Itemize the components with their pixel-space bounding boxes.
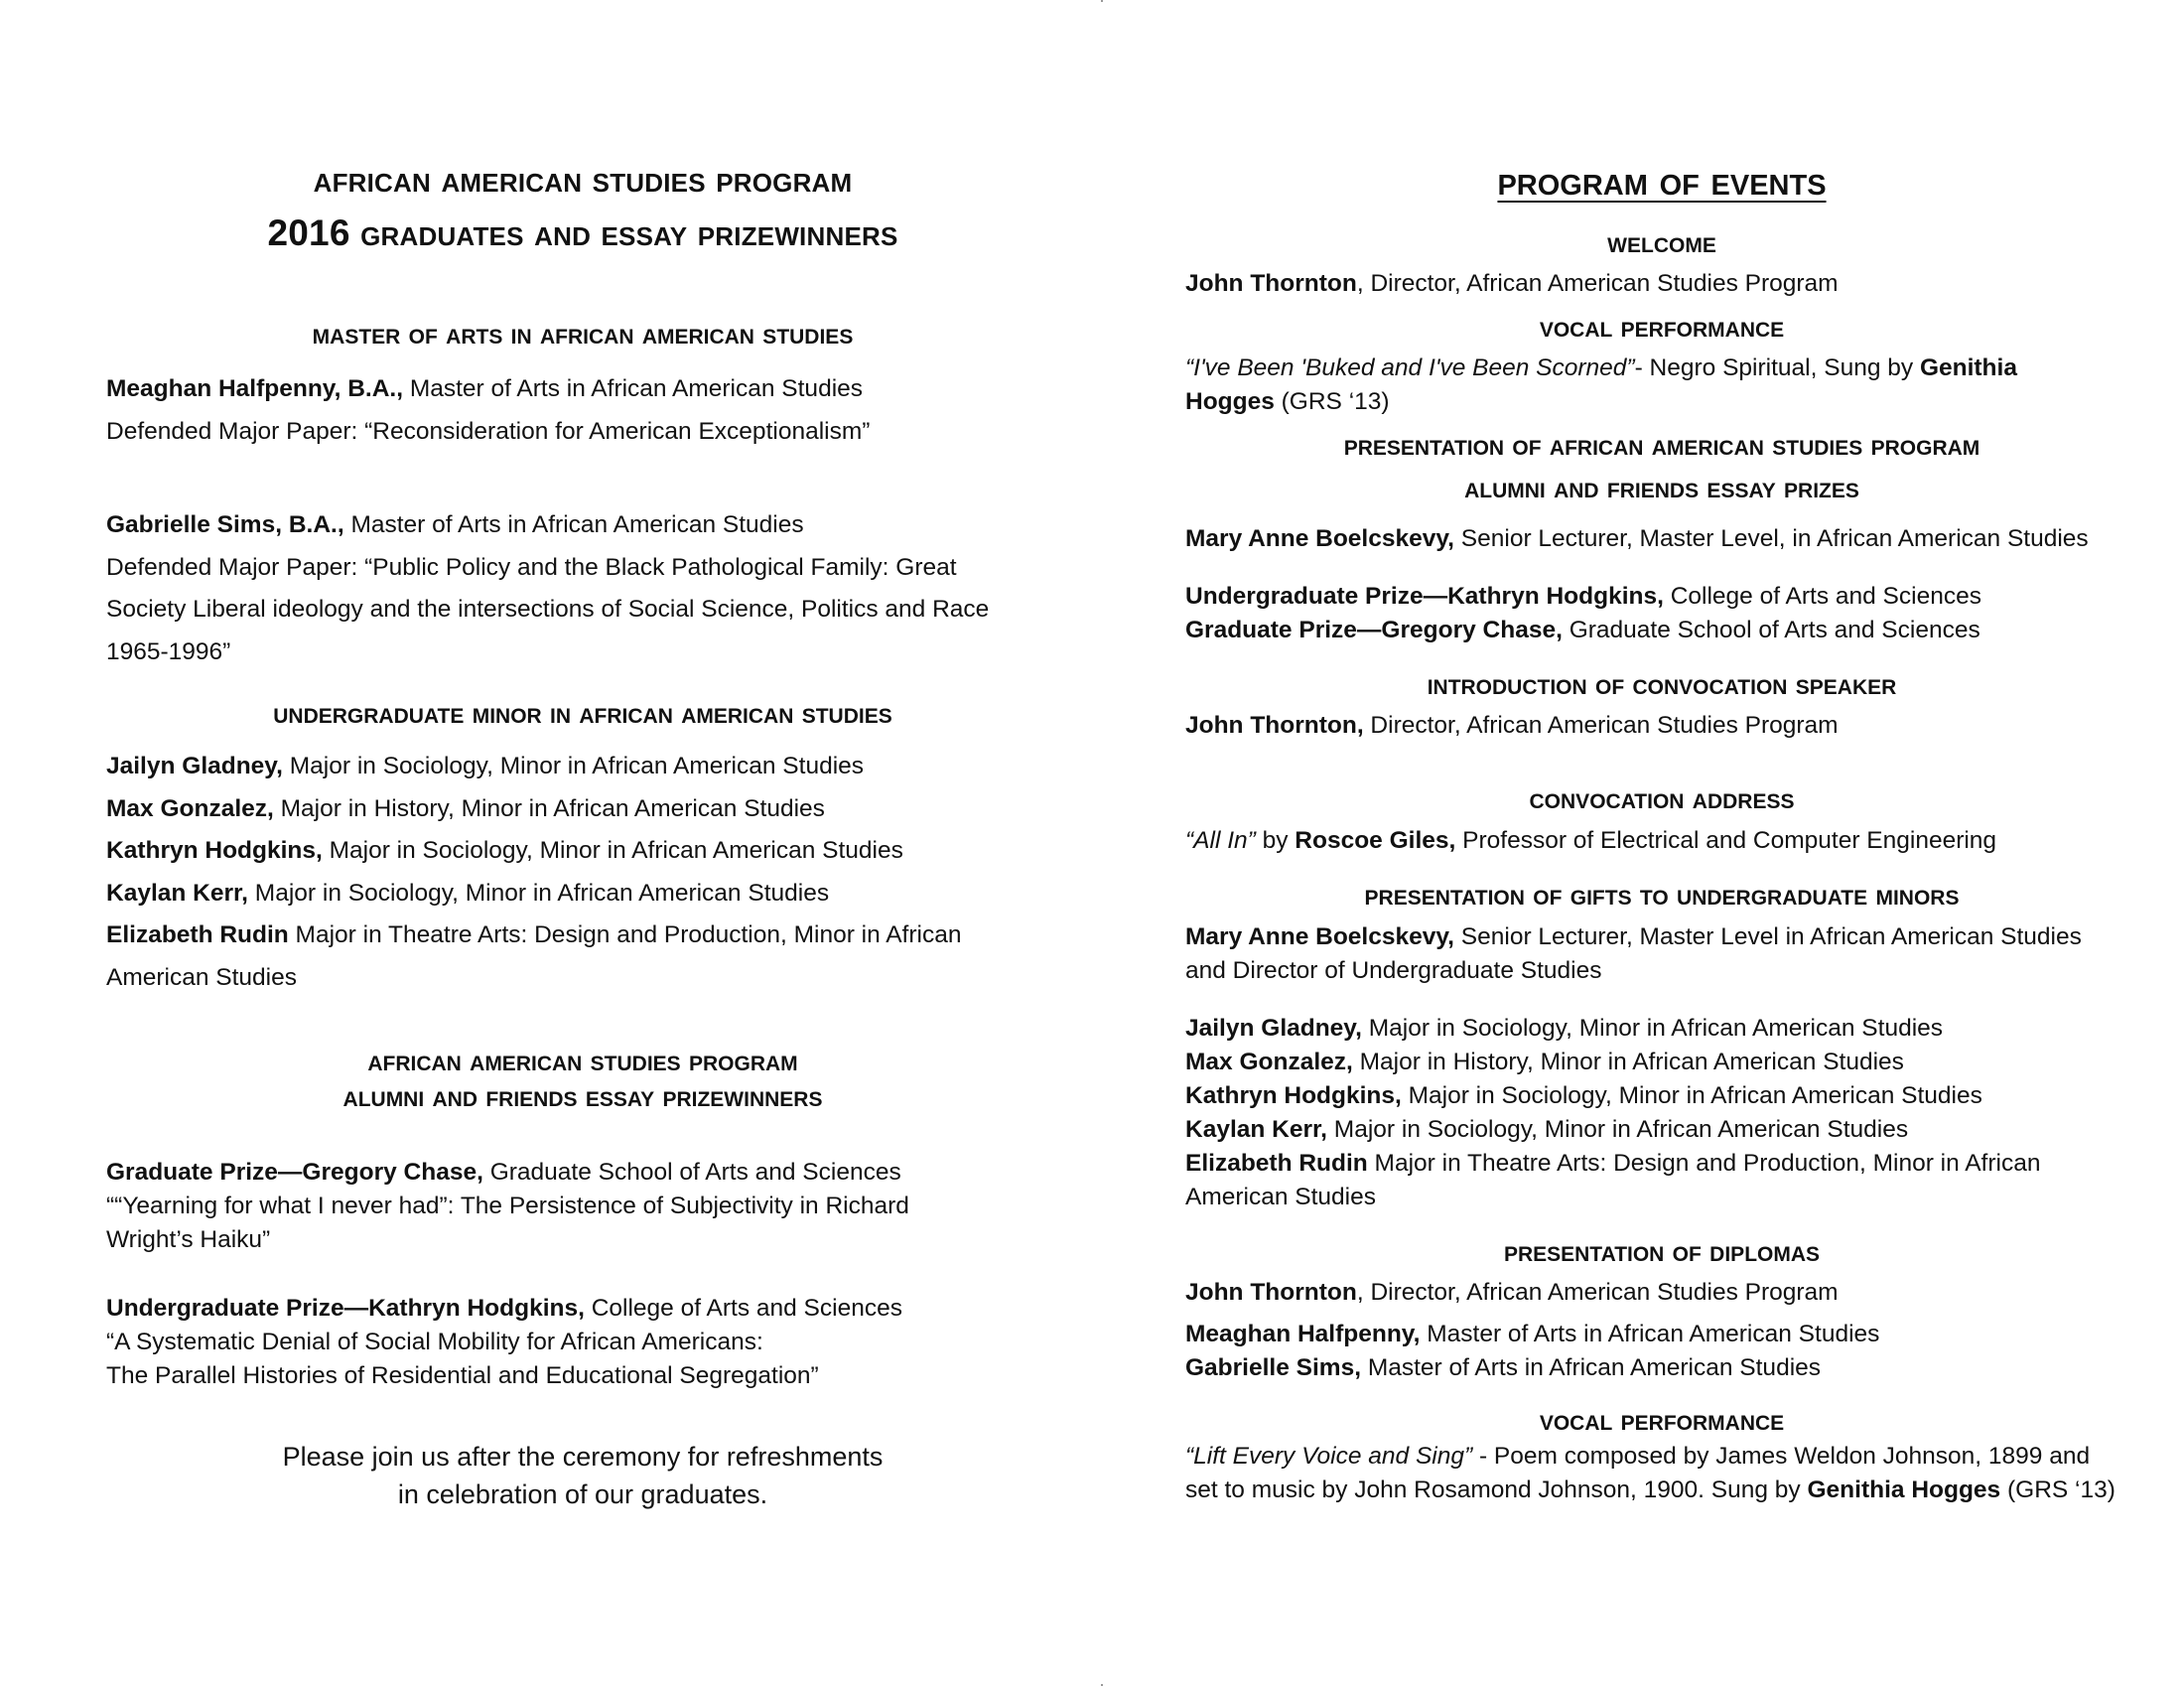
minor-desc: Major in History, Minor in African American Studies [273,795,825,822]
right-grad-prize [1185,614,1980,647]
grad1-name: Meaghan Halfpenny, [1185,1321,1421,1347]
minor-desc: Major in Sociology, Minor in African American Studies [282,753,865,779]
ma1-name: Meaghan Halfpenny, B.A., [106,375,404,402]
ma2-paper-line2: Society Liberal ideology and the intersections of Social Science, Politics and Race [106,596,990,623]
presenter1-entry [1185,522,2089,556]
grad2-degree: Master of Arts in African American Studies [1361,1354,1822,1381]
right-minor-row [1185,1147,2040,1181]
diplomas-role: , Director, African American Studies Program [1356,1279,1839,1306]
left-grad-prize [106,1156,901,1190]
presentation-heading-line2: alumni and friends essay prizes [1464,472,1859,504]
minor-desc: Major in Sociology, Minor in African American Studies [1327,1116,1909,1143]
presenter2-name: Mary Anne Boelcskevy, [1185,923,1454,950]
grad1-degree: Master of Arts in African American Studies [1420,1321,1880,1347]
address-heading: convocation address [1529,782,1795,815]
vocal1-song: “I've Been 'Buked and I've Been Scorned” [1185,354,1635,381]
right-minor-row [1185,1113,1908,1147]
intro-name: John Thornton, [1185,712,1364,739]
grad1-entry [1185,1318,1879,1351]
intro-heading: introduction of convocation speaker [1427,668,1897,701]
vocal1-heading: vocal performance [1539,311,1785,344]
vocal1-desc: - Negro Spiritual, Sung by [1634,354,1920,381]
presenter2-role: Senior Lecturer, Master Level in African American Studies [1453,923,2082,950]
ma2-paper-line1: Defended Major Paper: “Public Policy and the Black Pathological Family: Great [106,554,957,581]
ma2-degree: Master of Arts in African American Studies [343,511,804,538]
minor-desc: Major in Theatre Arts: Design and Production, Minor in African [288,921,962,948]
vocal2-line1 [1185,1440,2090,1474]
vocal1-line2 [1185,385,1390,419]
ma2-entry [106,508,804,542]
minor-heading: undergraduate minor in african american studies [273,697,892,730]
welcome-name: John Thornton [1185,270,1357,297]
intro-role: Director, African American Studies Program [1363,712,1839,739]
left-minor-row [106,877,829,911]
left-ug-prize [106,1292,902,1326]
address-title: “All In” [1185,827,1256,854]
right-minor-row [1185,1046,1904,1079]
vocal1-line1 [1185,352,2017,385]
right-ug-prize-label: Undergraduate Prize—Kathryn Hodgkins, [1185,583,1664,610]
left-minor-row [106,792,825,826]
prize-heading-line1: african american studies program [367,1045,798,1077]
grad2-entry [1185,1351,1821,1385]
vocal2-desc-1: - Poem composed by James Weldon Johnson, 1899 and [1472,1443,2091,1470]
left-title-line1: african american studies program [313,159,853,200]
welcome-heading: welcome [1607,226,1716,259]
closing-line2: in celebration of our graduates. [397,1479,768,1509]
vocal2-desc-2: set to music by John Rosamond Johnson, 1900. Sung by [1185,1477,1808,1503]
diplomas-name: John Thornton [1185,1279,1357,1306]
grad2-name: Gabrielle Sims, [1185,1354,1362,1381]
ma2-name: Gabrielle Sims, B.A., [106,511,344,538]
minor-name: Max Gonzalez, [106,795,274,822]
ug-prize-title-line2: The Parallel Histories of Residential and Educational Segregation” [106,1362,819,1389]
grad-prize-label: Graduate Prize—Gregory Chase, [106,1159,483,1186]
vocal2-singer: Genithia Hogges [1807,1477,2001,1503]
minor-name: Kaylan Kerr, [106,880,248,907]
presenter2-cont: and Director of Undergraduate Studies [1185,957,1602,984]
vocal1-grs: (GRS ‘13) [1274,388,1390,415]
bottom-page-mark [1101,1684,1103,1686]
minor-name: Elizabeth Rudin [1185,1150,1368,1177]
diplomas-entry [1185,1276,1839,1310]
minor-desc: Major in Sociology, Minor in African American Studies [1361,1015,1944,1042]
left-minor-row [106,918,961,952]
grad-prize-school: Graduate School of Arts and Sciences [482,1159,901,1186]
vocal2-song: “Lift Every Voice and Sing” [1185,1443,1473,1470]
ug-prize-title-line1: “A Systematic Denial of Social Mobility for African Americans: [106,1329,763,1355]
welcome-role: , Director, African American Studies Program [1356,270,1839,297]
minor-desc: Major in History, Minor in African American Studies [1352,1049,1904,1075]
presentation-heading-line1: presentation of african american studies program [1343,429,1980,462]
ug-prize-school: College of Arts and Sciences [584,1295,902,1322]
vocal2-heading: vocal performance [1539,1404,1785,1437]
minor-desc: Major in Sociology, Minor in African American Studies [1401,1082,1982,1109]
ma1-entry [106,372,863,406]
address-entry [1185,824,1996,858]
minor-desc: Major in Sociology, Minor in African American Studies [322,837,903,864]
ma1-degree: Master of Arts in African American Studies [403,375,864,402]
address-speaker: Roscoe Giles, [1295,827,1456,854]
grad-prize-title-line1: ““Yearning for what I never had”: The Persistence of Subjectivity in Richard [106,1193,909,1219]
welcome-entry [1185,267,1839,301]
right-minor-row [1185,1079,1982,1113]
vocal1-singer-b: Hogges [1185,388,1275,415]
gifts-heading: presentation of gifts to undergraduate minors [1364,879,1960,912]
right-ug-prize [1185,580,1981,614]
minor-desc: Major in Theatre Arts: Design and Production, Minor in African [1367,1150,2041,1177]
ma2-paper-line3: 1965-1996” [106,638,231,665]
grad-prize-title-line2: Wright’s Haiku” [106,1226,271,1253]
minor-name: Kathryn Hodgkins, [1185,1082,1402,1109]
left-title-line2: 2016 graduates and essay prizewinners [267,212,898,253]
ma1-paper: Defended Major Paper: “Reconsideration for American Exceptionalism” [106,418,871,445]
diplomas-heading: presentation of diplomas [1503,1235,1821,1268]
prize-heading-line2: alumni and friends essay prizewinners [342,1080,823,1113]
minor-name: Kaylan Kerr, [1185,1116,1327,1143]
minor-name: Max Gonzalez, [1185,1049,1353,1075]
minor-name: Kathryn Hodgkins, [106,837,323,864]
vocal1-singer-a: Genithia [1919,354,2017,381]
vocal2-line2 [1185,1474,2116,1507]
minor-name: Elizabeth Rudin [106,921,289,948]
vocal2-grs: (GRS ‘13) [2000,1477,2116,1503]
presenter1-role: Senior Lecturer, Master Level, in African American Studies [1453,525,2089,552]
address-role: Professor of Electrical and Computer Engineering [1455,827,1997,854]
left-minor-row [106,750,864,783]
intro-entry [1185,709,1839,743]
presenter2-entry [1185,920,2082,954]
top-page-mark [1101,0,1103,2]
ug-prize-label: Undergraduate Prize—Kathryn Hodgkins, [106,1295,585,1322]
left-minor-row [106,834,903,868]
minor-name: Jailyn Gladney, [106,753,283,779]
ma-heading: master of arts in african american studies [312,318,854,351]
right-grad-prize-label: Graduate Prize—Gregory Chase, [1185,617,1563,643]
closing-line1: Please join us after the ceremony for refreshments [282,1442,884,1472]
right-minor5-cont: American Studies [1185,1184,1377,1210]
right-minor-row [1185,1012,1943,1046]
minor-desc: Major in Sociology, Minor in African American Studies [248,880,830,907]
program-title: program of events [1497,157,1827,204]
presenter1-name: Mary Anne Boelcskevy, [1185,525,1454,552]
right-ug-prize-school: College of Arts and Sciences [1663,583,1981,610]
minor-name: Jailyn Gladney, [1185,1015,1362,1042]
right-grad-prize-school: Graduate School of Arts and Sciences [1562,617,1980,643]
address-by: by [1255,827,1296,854]
left-minor5-cont: American Studies [106,964,298,991]
